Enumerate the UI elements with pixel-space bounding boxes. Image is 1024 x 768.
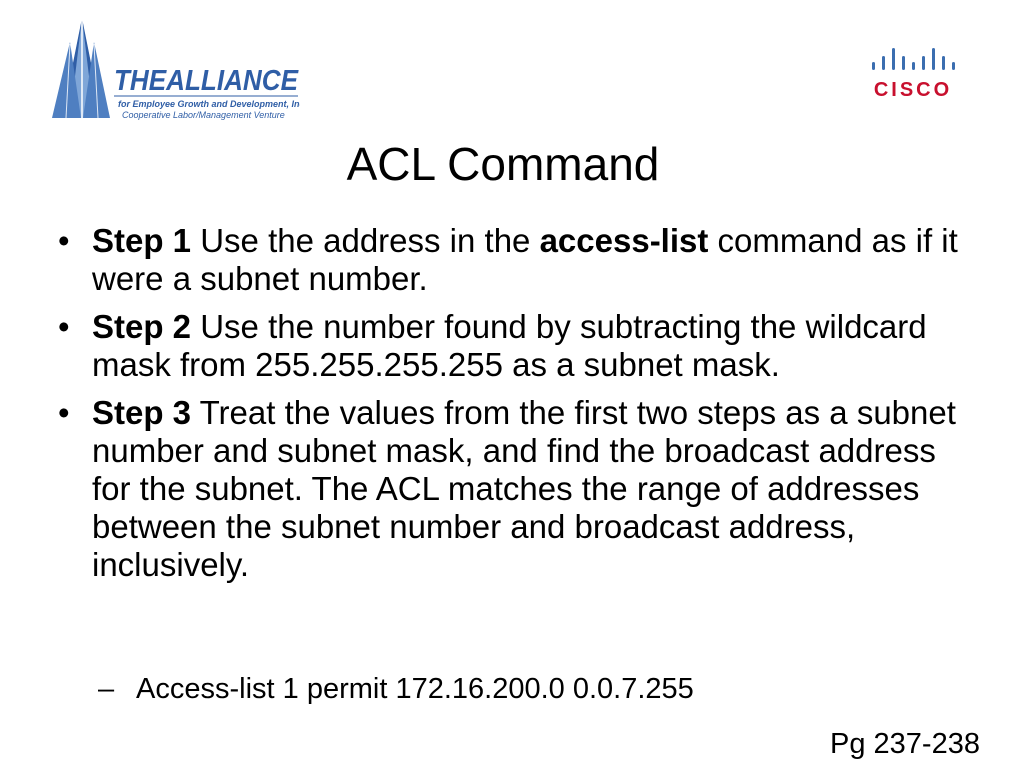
step-label: Step 3	[92, 394, 192, 431]
step-3-item	[58, 394, 958, 584]
bullet: •	[58, 394, 70, 431]
alliance-wordmark: THEALLIANCE	[114, 65, 300, 97]
cisco-wordmark: CISCO	[873, 79, 953, 101]
steps-list	[58, 222, 958, 594]
step-keyword: access-list	[539, 222, 709, 259]
step-text: Treat the values from the first two steps as a subnet number and subnet mask, and find the broadcast address for the subnet. The ACL matches the range of addresses between the subnet number and broadcast address, inclusively.	[92, 394, 956, 583]
cisco-logo	[868, 44, 958, 104]
bullet: •	[58, 308, 70, 345]
step-label: Step 1	[92, 222, 192, 259]
cisco-bars-icon	[872, 48, 955, 70]
slide-title: ACL Command	[346, 138, 660, 190]
alliance-logo	[50, 18, 300, 124]
step-2-item	[58, 308, 958, 384]
sub-item-dash: –	[98, 673, 115, 705]
bullet: •	[58, 222, 70, 259]
step-text: Use the address in the	[191, 222, 540, 259]
page-reference: Pg 237-238	[830, 728, 980, 760]
step-text: Use the number found by subtracting the wildcard mask from 255.255.255.255 as a subnet mask.	[92, 308, 927, 383]
alliance-emblem-icon	[52, 18, 110, 118]
step-label: Step 2	[92, 308, 192, 345]
alliance-tagline: for Employee Growth and Development, Inc.	[118, 99, 300, 109]
alliance-subtagline: Cooperative Labor/Management Venture	[122, 110, 285, 120]
step-text-continued: command as if it were a subnet number.	[92, 222, 958, 297]
step-1-item	[58, 222, 958, 298]
sub-item-text: Access-list 1 permit 172.16.200.0 0.0.7.255	[136, 673, 694, 705]
sub-item-acl-example	[98, 672, 694, 706]
